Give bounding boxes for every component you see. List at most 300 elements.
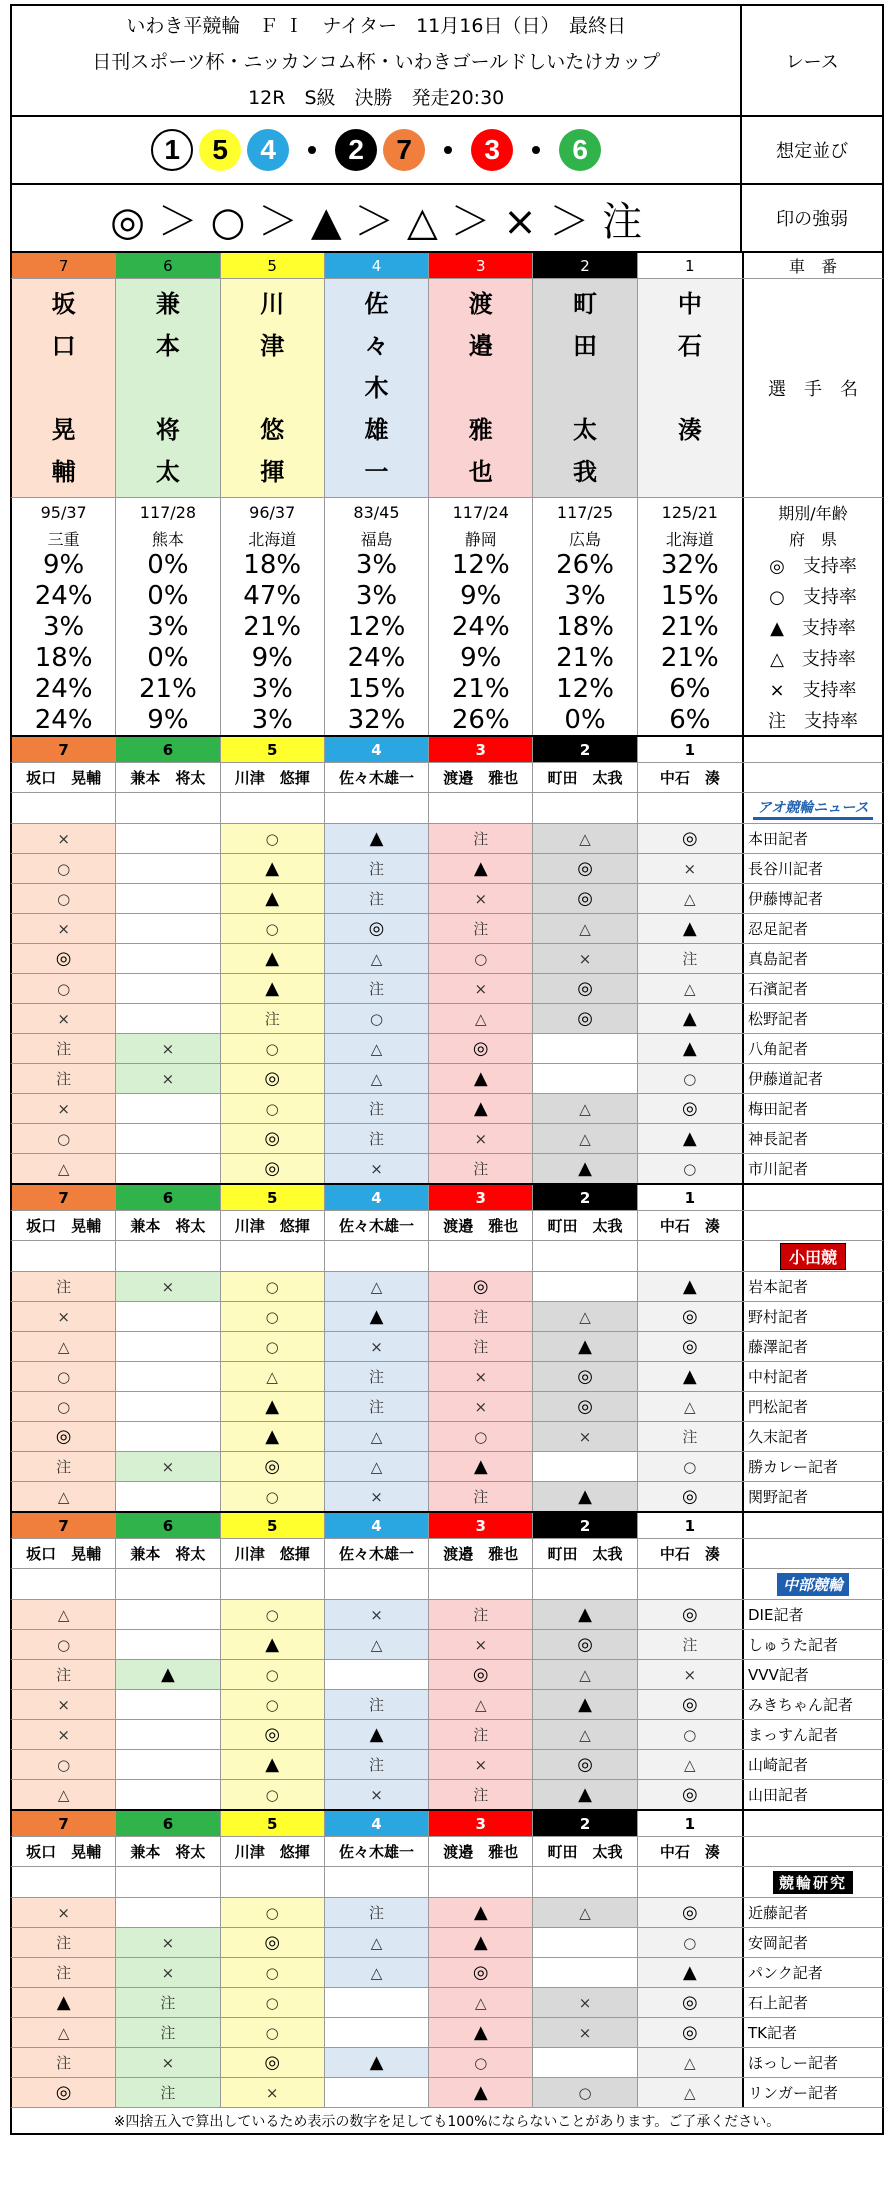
prediction-mark: ▲ — [429, 1064, 533, 1093]
support-rate: 6% — [669, 704, 711, 735]
support-rate: 21% — [660, 642, 719, 673]
rider-name-char: 我 — [573, 458, 598, 486]
prediction-mark: × — [116, 2048, 220, 2077]
support-rate: 12% — [533, 673, 637, 704]
support-rate: 0% — [116, 549, 220, 580]
car-number-1: 1 — [638, 1513, 742, 1538]
reporter-row — [10, 853, 884, 883]
footnote: ※四捨五入で算出しているため表示の数字を足しても100%にならないことがあります。ご了承ください。 — [10, 2107, 884, 2135]
support-rate: 24% — [429, 611, 533, 642]
rider-short-name: 川津 悠揮 — [221, 1539, 325, 1568]
prediction-mark: △ — [533, 1720, 637, 1749]
prediction-mark: △ — [12, 1332, 116, 1361]
prediction-mark: ○ — [221, 1690, 325, 1719]
reporter-row — [10, 883, 884, 913]
prediction-mark: △ — [533, 914, 637, 943]
prediction-mark: × — [12, 1898, 116, 1927]
prediction-mark: × — [533, 1988, 637, 2017]
car-number-5: 5 — [221, 1185, 325, 1210]
car-number-2: 2 — [533, 253, 637, 278]
rider-name-char: 雅 — [468, 416, 493, 444]
car-number-1: 1 — [638, 253, 742, 278]
prediction-mark: ▲ — [429, 1928, 533, 1957]
blank-cell — [325, 793, 429, 823]
publisher-logo-cell — [744, 1569, 882, 1599]
car-number-5: 5 — [221, 1811, 325, 1836]
prediction-mark: ○ — [429, 2048, 533, 2077]
rider-age: 83/45 — [325, 498, 429, 527]
blank-cell — [533, 1569, 637, 1599]
reporter-name: 真島記者 — [748, 950, 809, 968]
rider-name-char: 悠 — [260, 416, 285, 444]
reporter-name: 松野記者 — [748, 1010, 809, 1028]
rider-short-name: 渡邉 雅也 — [429, 1211, 533, 1240]
rider-short-name: 兼本 将太 — [116, 1211, 220, 1240]
reporter-name: パンク記者 — [748, 1964, 823, 1982]
rider-name-char: 本 — [155, 332, 180, 360]
prediction-mark: ▲ — [116, 1660, 220, 1689]
reporter-name: 石濱記者 — [748, 980, 809, 998]
prediction-mark: × — [429, 884, 533, 913]
support-rate: 24% — [12, 704, 116, 735]
prediction-mark: ◎ — [638, 1690, 742, 1719]
prediction-mark: ○ — [221, 914, 325, 943]
reporter-row — [10, 1331, 884, 1361]
prediction-mark: ◎ — [638, 1332, 742, 1361]
rider-name-char: 木 — [364, 374, 389, 402]
support-rate: 18% — [12, 642, 116, 673]
rider-age: 125/21 — [661, 503, 718, 522]
reporter-name: TK記者 — [748, 2024, 797, 2042]
prediction-mark: ◎ — [221, 1452, 325, 1481]
blank-cell — [325, 1241, 429, 1271]
support-rate: 24% — [12, 673, 116, 704]
reporter-row — [10, 1957, 884, 1987]
rider-short-name: 兼本 将太 — [116, 1539, 220, 1568]
rider-name-char: 邉 — [468, 332, 493, 360]
prediction-mark: ○ — [221, 1958, 325, 1987]
rider-short-name: 兼本 将太 — [116, 763, 220, 792]
reporter-name: 関野記者 — [748, 1488, 809, 1506]
publisher-logo: 中部競輪 — [777, 1573, 849, 1596]
reporter-name: 中村記者 — [748, 1368, 809, 1386]
label-name: 選 手 名 — [768, 379, 858, 400]
label-mark-strength: 印の強弱 — [776, 209, 849, 230]
reporter-name: 市川記者 — [748, 1160, 809, 1178]
reporter-row — [10, 1301, 884, 1331]
prediction-mark: ○ — [638, 1452, 742, 1481]
reporter-row — [10, 1271, 884, 1301]
prediction-mark — [116, 1094, 220, 1123]
support-rate-label: ◎ 支持率 — [769, 555, 857, 577]
prediction-mark: 注 — [325, 1362, 429, 1391]
prediction-mark: ◎ — [638, 1780, 742, 1809]
rider-prefecture: 静岡 — [429, 527, 533, 549]
blank-cell — [325, 1569, 429, 1599]
support-rate-row — [10, 673, 884, 704]
rider-short-name: 佐々木雄一 — [325, 1211, 429, 1240]
car-number-2: 2 — [533, 1513, 637, 1538]
reporter-name: 梅田記者 — [748, 1100, 809, 1118]
prediction-mark: × — [325, 1332, 429, 1361]
support-rate: 9% — [429, 580, 533, 611]
prediction-mark: ◎ — [638, 2018, 742, 2047]
prediction-mark: 注 — [12, 1034, 116, 1063]
support-rate: 3% — [325, 580, 429, 611]
prediction-mark: 注 — [12, 1452, 116, 1481]
blank-cell — [221, 1569, 325, 1599]
prediction-mark: △ — [533, 1094, 637, 1123]
prediction-mark: △ — [12, 1600, 116, 1629]
label-age: 期別/年齢 — [778, 504, 848, 523]
prediction-mark: 注 — [325, 974, 429, 1003]
prediction-mark: 注 — [429, 1154, 533, 1183]
prediction-mark: ▲ — [638, 1004, 742, 1033]
prediction-mark: 注 — [116, 1988, 220, 2017]
prediction-mark: ▲ — [429, 1094, 533, 1123]
lineup-separator — [308, 146, 316, 154]
prediction-mark — [116, 1482, 220, 1511]
blank-cell — [429, 1569, 533, 1599]
support-rate-label: ○ 支持率 — [769, 586, 857, 608]
rider-short-name: 川津 悠揮 — [221, 1211, 325, 1240]
support-rate-label: ▲ 支持率 — [770, 617, 856, 639]
support-rate-row — [10, 580, 884, 611]
reporter-row — [10, 1153, 884, 1183]
prediction-mark — [116, 854, 220, 883]
reporter-name: 山崎記者 — [748, 1756, 809, 1774]
blank-cell — [116, 793, 220, 823]
prediction-mark — [116, 974, 220, 1003]
prediction-mark: 注 — [429, 1482, 533, 1511]
prediction-mark: 注 — [325, 1750, 429, 1779]
publisher-logo-cell — [744, 793, 882, 823]
prediction-mark: ▲ — [638, 1958, 742, 1987]
rider-short-name: 町田 太我 — [533, 763, 637, 792]
publisher-row — [10, 1568, 884, 1599]
support-rate: 3% — [325, 549, 429, 580]
prediction-mark — [116, 1154, 220, 1183]
prediction-mark: ○ — [12, 884, 116, 913]
prediction-mark: ○ — [638, 1064, 742, 1093]
prediction-mark: △ — [325, 1928, 429, 1957]
reporter-row — [10, 1481, 884, 1511]
car-number-1: 1 — [638, 737, 742, 762]
prediction-mark: × — [116, 1928, 220, 1957]
prediction-mark: ○ — [221, 1780, 325, 1809]
prediction-mark: △ — [533, 1302, 637, 1331]
prediction-sheet — [10, 4, 884, 2135]
car-number-4: 4 — [325, 1513, 429, 1538]
prediction-mark: 注 — [638, 1630, 742, 1659]
prediction-mark: ◎ — [221, 1064, 325, 1093]
reporter-row — [10, 1391, 884, 1421]
prediction-mark — [116, 1690, 220, 1719]
prediction-mark — [116, 1630, 220, 1659]
car-number-2: 2 — [533, 1811, 637, 1836]
blank-cell — [429, 1241, 533, 1271]
rider-age: 117/24 — [429, 498, 533, 527]
car-number-7: 7 — [12, 1513, 116, 1538]
prediction-mark — [116, 1898, 220, 1927]
support-rate: 18% — [533, 611, 637, 642]
prediction-mark: × — [116, 1064, 220, 1093]
reporter-row — [10, 1629, 884, 1659]
reporter-row — [10, 2047, 884, 2077]
car-number-5: 5 — [221, 737, 325, 762]
rider-short-name: 佐々木雄一 — [325, 1539, 429, 1568]
support-rate: 26% — [533, 549, 637, 580]
rider-name-char: 中 — [677, 290, 702, 318]
rider-short-name: 中石 湊 — [659, 1217, 720, 1235]
car-number-7: 7 — [12, 253, 116, 278]
reporter-row — [10, 1003, 884, 1033]
support-rate: 9% — [429, 642, 533, 673]
reporter-name: 門松記者 — [748, 1398, 809, 1416]
rider-age: 96/37 — [221, 498, 325, 527]
prediction-mark: 注 — [221, 1004, 325, 1033]
rider-short-name: 佐々木雄一 — [325, 1837, 429, 1866]
support-rate: 9% — [12, 549, 116, 580]
prediction-mark: ○ — [221, 1302, 325, 1331]
prediction-mark: ◎ — [12, 1422, 116, 1451]
prediction-mark — [116, 1422, 220, 1451]
rider-short-name: 坂口 晃輔 — [12, 1837, 116, 1866]
prediction-mark: △ — [638, 884, 742, 913]
reporter-name: まっすん記者 — [748, 1726, 839, 1744]
prediction-mark: × — [325, 1154, 429, 1183]
car-number-7: 7 — [12, 737, 116, 762]
prediction-mark: ▲ — [12, 1988, 116, 2017]
support-rate: 6% — [669, 673, 711, 704]
support-rate-label: × 支持率 — [769, 679, 857, 701]
support-rate-row — [10, 549, 884, 580]
prediction-mark: × — [325, 1482, 429, 1511]
section-name-header — [10, 762, 884, 792]
support-rate-row — [10, 611, 884, 642]
reporter-name: 伊藤博記者 — [748, 890, 824, 908]
prediction-mark: ○ — [221, 1600, 325, 1629]
car-number-1: 1 — [638, 1185, 742, 1210]
reporter-row — [10, 1749, 884, 1779]
car-number-4: 4 — [325, 737, 429, 762]
prediction-mark: × — [429, 1124, 533, 1153]
section-blank — [744, 737, 882, 762]
label-lineup: 想定並び — [776, 141, 849, 162]
support-rate: 12% — [325, 611, 429, 642]
prediction-mark: × — [12, 1690, 116, 1719]
prediction-mark: ○ — [429, 1422, 533, 1451]
prediction-mark: ○ — [12, 854, 116, 883]
prediction-mark: × — [12, 824, 116, 853]
prediction-mark — [533, 1452, 637, 1481]
reporter-name: 神長記者 — [748, 1130, 809, 1148]
reporter-row — [10, 1927, 884, 1957]
prediction-mark: ○ — [221, 1660, 325, 1689]
lineup-ball: 2 — [335, 129, 377, 171]
prediction-mark: △ — [325, 1034, 429, 1063]
prediction-mark: ○ — [221, 1482, 325, 1511]
prediction-mark: 注 — [12, 2048, 116, 2077]
prediction-mark: 注 — [325, 1094, 429, 1123]
race-class: 12R S級 決勝 発走20:30 — [248, 87, 505, 110]
prediction-mark: ◎ — [325, 914, 429, 943]
reporter-row — [10, 943, 884, 973]
rider-name-char: 石 — [677, 332, 702, 360]
prediction-mark: △ — [12, 1780, 116, 1809]
rider-short-name: 町田 太我 — [533, 1211, 637, 1240]
mark-order: ◎ ＞ ○ ＞ ▲ ＞ △ ＞ × ＞ 注 — [12, 185, 742, 251]
section-car-header — [10, 1183, 884, 1210]
lineup-ball: 7 — [383, 129, 425, 171]
blank-cell — [325, 1867, 429, 1897]
prediction-mark: ◎ — [12, 944, 116, 973]
reporter-row — [10, 1451, 884, 1481]
prediction-mark: ▲ — [533, 1154, 637, 1183]
support-rate: 24% — [325, 642, 429, 673]
section-car-header — [10, 735, 884, 762]
prediction-mark — [325, 1988, 429, 2017]
prediction-mark: ○ — [533, 2078, 637, 2107]
rider-name — [116, 279, 220, 497]
prediction-mark: ▲ — [638, 914, 742, 943]
prediction-mark: ◎ — [221, 1124, 325, 1153]
prediction-mark: ◎ — [429, 1660, 533, 1689]
prediction-mark: ◎ — [638, 1600, 742, 1629]
car-number-6: 6 — [116, 1185, 220, 1210]
prediction-mark: 注 — [429, 824, 533, 853]
prediction-mark — [116, 1600, 220, 1629]
reporter-name: VVV記者 — [748, 1666, 809, 1684]
prediction-mark: ▲ — [325, 824, 429, 853]
reporter-name: ほっしー記者 — [748, 2054, 839, 2072]
prediction-mark: 注 — [325, 854, 429, 883]
prediction-mark — [116, 824, 220, 853]
reporter-name: 岩本記者 — [748, 1278, 809, 1296]
blank-cell — [638, 1569, 742, 1599]
support-rate: 21% — [660, 611, 719, 642]
prediction-mark: △ — [12, 1154, 116, 1183]
prediction-mark — [116, 944, 220, 973]
prediction-mark: ○ — [12, 974, 116, 1003]
prediction-mark: △ — [638, 1750, 742, 1779]
prediction-mark: ▲ — [429, 1452, 533, 1481]
prediction-mark: ▲ — [221, 944, 325, 973]
prediction-mark: × — [325, 1600, 429, 1629]
prediction-mark: 注 — [325, 1392, 429, 1421]
car-number-7: 7 — [12, 1811, 116, 1836]
prediction-mark: ○ — [638, 1928, 742, 1957]
prediction-mark — [116, 1392, 220, 1421]
prediction-mark: ▲ — [429, 854, 533, 883]
prediction-mark: 注 — [429, 1600, 533, 1629]
blank-cell — [221, 1241, 325, 1271]
prediction-mark — [533, 1958, 637, 1987]
section-blank — [744, 1539, 882, 1568]
support-rate: 18% — [221, 549, 325, 580]
reporter-row — [10, 1719, 884, 1749]
support-rate-row — [10, 704, 884, 735]
prediction-mark: ▲ — [533, 1600, 637, 1629]
blank-cell — [12, 1241, 116, 1271]
prediction-mark: × — [429, 1630, 533, 1659]
lineup-ball: 1 — [151, 129, 193, 171]
rider-name-char: 津 — [260, 332, 285, 360]
rider-short-name: 坂口 晃輔 — [12, 763, 116, 792]
prediction-mark: 注 — [429, 1302, 533, 1331]
prediction-mark: × — [429, 974, 533, 1003]
reporter-row — [10, 1361, 884, 1391]
section-name-header — [10, 1210, 884, 1240]
car-number-7: 7 — [12, 1185, 116, 1210]
blank-cell — [12, 793, 116, 823]
prediction-mark: ▲ — [638, 1124, 742, 1153]
publisher-logo: 競輪研究 — [773, 1871, 853, 1894]
reporter-row — [10, 1063, 884, 1093]
prediction-mark — [116, 1720, 220, 1749]
prediction-mark: ○ — [221, 1988, 325, 2017]
support-rate: 47% — [221, 580, 325, 611]
rider-age: 117/28 — [116, 498, 220, 527]
prediction-mark — [116, 1750, 220, 1779]
prediction-mark: ◎ — [221, 1720, 325, 1749]
prediction-mark: ◎ — [533, 974, 637, 1003]
rider-name-char: 佐 — [364, 290, 389, 318]
rider-name — [325, 279, 429, 497]
publisher-logo: 小田競 — [780, 1243, 846, 1270]
rider-age: 95/37 — [12, 498, 116, 527]
reporter-row — [10, 1689, 884, 1719]
support-rate: 9% — [116, 704, 220, 735]
prediction-mark: △ — [12, 2018, 116, 2047]
prediction-mark: ◎ — [429, 1034, 533, 1063]
blank-cell — [221, 1867, 325, 1897]
rider-prefecture: 熊本 — [116, 527, 220, 549]
prediction-mark: ○ — [429, 944, 533, 973]
section-blank — [744, 1837, 882, 1866]
rider-name-char: 々 — [364, 332, 389, 360]
car-number-3: 3 — [429, 1513, 533, 1538]
reporter-name: しゅうた記者 — [748, 1636, 839, 1654]
prediction-mark: 注 — [429, 1332, 533, 1361]
lineup-ball: 4 — [247, 129, 289, 171]
car-number-3: 3 — [429, 253, 533, 278]
section-blank — [744, 1811, 882, 1836]
publisher-row — [10, 792, 884, 823]
rider-short-name: 町田 太我 — [533, 1539, 637, 1568]
prediction-mark: × — [638, 1660, 742, 1689]
reporter-row — [10, 1123, 884, 1153]
prediction-mark: ▲ — [221, 1750, 325, 1779]
blank-cell — [221, 793, 325, 823]
prediction-mark: × — [429, 1362, 533, 1391]
publisher-logo-cell — [744, 1867, 882, 1897]
reporter-row — [10, 1421, 884, 1451]
prediction-mark: △ — [638, 2078, 742, 2107]
reporter-name: 長谷川記者 — [748, 860, 824, 878]
support-rate-label: △ 支持率 — [770, 648, 856, 670]
rider-name-char: 雄 — [364, 416, 389, 444]
support-rate: 26% — [429, 704, 533, 735]
prediction-mark: ▲ — [325, 1720, 429, 1749]
car-number-6: 6 — [116, 1811, 220, 1836]
prediction-mark: × — [12, 1302, 116, 1331]
prediction-mark: 注 — [12, 1958, 116, 1987]
rider-name — [221, 279, 325, 497]
reporter-row — [10, 1093, 884, 1123]
prediction-mark: ▲ — [221, 854, 325, 883]
rider-name-char: 坂 — [51, 290, 76, 318]
